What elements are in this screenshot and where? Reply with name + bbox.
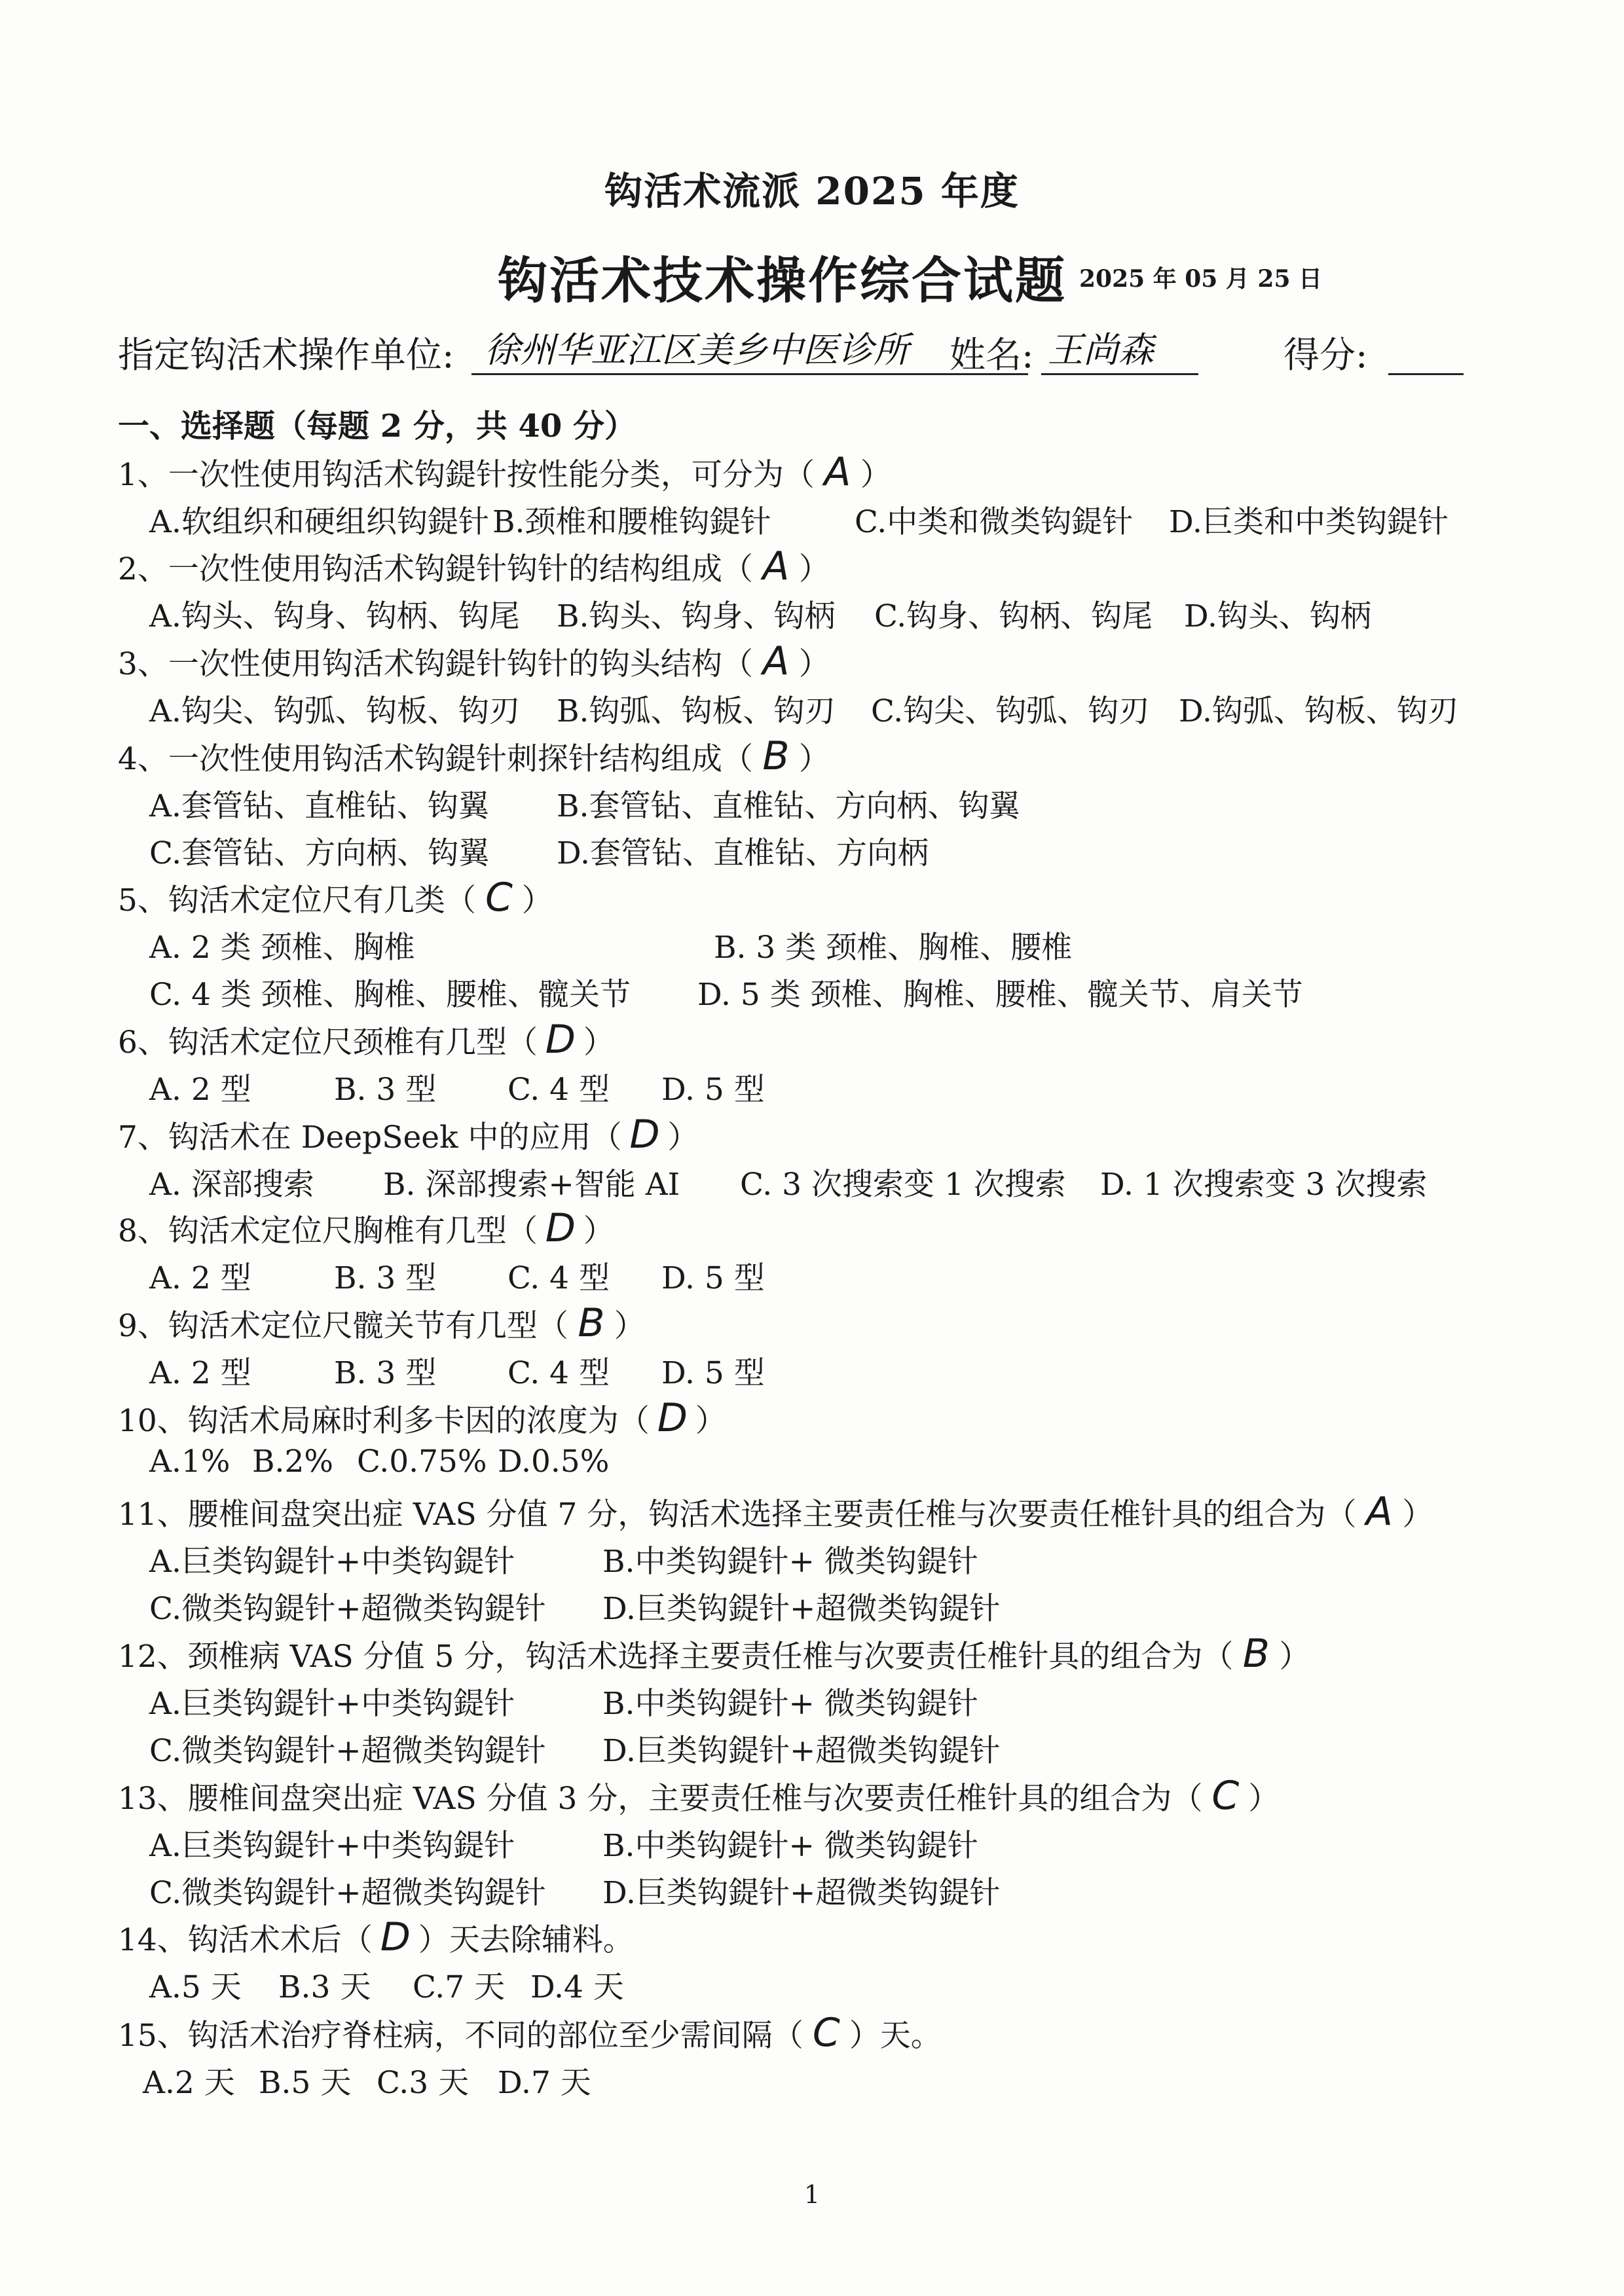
question-suffix: ）	[1402, 1497, 1433, 1533]
option-b: B. 3 类 颈椎、胸椎、腰椎	[714, 930, 1073, 966]
question-10	[118, 1396, 726, 1440]
question-text: 10、钩活术局麻时利多卡因的浓度为（	[118, 1403, 650, 1439]
option-c: C. 4 类 颈椎、胸椎、腰椎、髋关节	[149, 977, 631, 1013]
option-c: C.微类钩鍉针+超微类钩鍉针	[149, 1591, 546, 1627]
option-a: A. 2 型	[149, 1355, 251, 1391]
option-b: B.钩弧、钩板、钩刃	[557, 693, 836, 729]
option-d: D. 5 型	[661, 1072, 765, 1108]
option-d: D.巨类和中类钩鍉针	[1169, 504, 1449, 540]
option-b: B.5 天	[259, 2065, 352, 2101]
option-d: D.4 天	[530, 1969, 624, 2005]
option-c: C.0.75%	[357, 1444, 487, 1480]
question-suffix: ）	[521, 883, 553, 919]
unit-underline	[471, 373, 1028, 375]
question-text: 14、钩活术术后（	[118, 1922, 373, 1958]
unit-handwritten: 徐州华亚江区美乡中医诊所	[485, 329, 909, 371]
question-text: 3、一次性使用钩活术钩鍉针钩针的钩头结构（	[118, 646, 753, 682]
handwritten-answer: B	[762, 733, 790, 779]
option-c: C.3 天	[377, 2065, 470, 2101]
question-3	[118, 640, 830, 683]
option-c: C. 4 型	[507, 1260, 610, 1296]
question-suffix: ）	[1279, 1639, 1310, 1675]
name-handwritten: 王尚森	[1048, 329, 1154, 371]
name-label: 姓名:	[950, 334, 1034, 376]
option-d: D.巨类钩鍉针+超微类钩鍉针	[602, 1875, 1001, 1911]
question-text: 8、钩活术定位尺胸椎有几型（	[118, 1213, 538, 1249]
option-d: D.巨类钩鍉针+超微类钩鍉针	[602, 1591, 1001, 1627]
option-b: B.中类钩鍉针+ 微类钩鍉针	[602, 1686, 978, 1722]
option-a: A.钩头、钩身、钩柄、钩尾	[149, 598, 520, 634]
question-text: 12、颈椎病 VAS 分值 5 分，钩活术选择主要责任椎与次要责任椎针具的组合为（	[118, 1639, 1234, 1675]
option-a: A. 深部搜索	[149, 1167, 314, 1203]
question-text: 13、腰椎间盘突出症 VAS 分值 3 分，主要责任椎与次要责任椎针具的组合为（	[118, 1781, 1203, 1817]
option-b: B. 3 型	[334, 1072, 437, 1108]
handwritten-answer: B	[1242, 1631, 1270, 1677]
option-b: B. 3 型	[334, 1355, 437, 1391]
option-d: D.钩弧、钩板、钩刃	[1179, 693, 1458, 729]
question-text: 11、腰椎间盘突出症 VAS 分值 7 分，钩活术选择主要责任椎与次要责任椎针具的组合为（	[118, 1497, 1357, 1533]
option-c: C. 4 型	[507, 1355, 610, 1391]
question-15	[118, 2011, 942, 2055]
option-b: B.中类钩鍉针+ 微类钩鍉针	[602, 1828, 978, 1864]
handwritten-answer: B	[578, 1300, 605, 1346]
option-c: C.套管钻、方向柄、钩翼	[149, 835, 490, 871]
examinee-info	[118, 326, 1467, 378]
option-c: C. 3 次搜索变 1 次搜索	[740, 1167, 1066, 1203]
question-suffix: ）	[1248, 1781, 1280, 1817]
option-c: C.钩尖、钩弧、钩刃	[871, 693, 1150, 729]
score-underline	[1388, 373, 1464, 375]
option-c: C.7 天	[413, 1969, 506, 2005]
question-suffix: ）	[798, 646, 830, 682]
handwritten-answer: D	[380, 1914, 411, 1960]
question-suffix: ）	[798, 551, 830, 587]
question-6	[118, 1018, 614, 1062]
handwritten-answer: C	[812, 2010, 840, 2056]
option-b: B.钩头、钩身、钩柄	[557, 598, 836, 634]
question-9	[118, 1302, 645, 1345]
option-a: A.软组织和硬组织钩鍉针	[149, 504, 489, 540]
question-1	[118, 450, 891, 494]
handwritten-answer: D	[657, 1395, 688, 1441]
question-4	[118, 735, 830, 778]
name-underline	[1041, 373, 1198, 375]
option-d: D.7 天	[498, 2065, 591, 2101]
option-b: B. 3 型	[334, 1260, 437, 1296]
unit-label: 指定钩活术操作单位:	[118, 334, 454, 376]
question-suffix: ）天。	[849, 2018, 942, 2054]
handwritten-answer: D	[545, 1205, 576, 1251]
option-a: A.5 天	[149, 1969, 242, 2005]
option-a: A.1%	[149, 1444, 231, 1480]
question-text: 2、一次性使用钩活术钩鍉针钩针的结构组成（	[118, 551, 753, 587]
handwritten-answer: D	[545, 1017, 576, 1063]
question-suffix: ）	[695, 1403, 726, 1439]
exam-date: 2025 年 05 月 25 日	[1079, 265, 1323, 293]
question-text: 1、一次性使用钩活术钩鍉针按性能分类，可分为（	[118, 457, 815, 493]
question-suffix: ）天去除辅料。	[418, 1922, 634, 1958]
page-number: 1	[803, 2180, 821, 2209]
option-b: B.中类钩鍉针+ 微类钩鍉针	[602, 1544, 978, 1580]
option-d: D.钩头、钩柄	[1184, 598, 1371, 634]
option-c: C.微类钩鍉针+超微类钩鍉针	[149, 1875, 546, 1911]
question-suffix: ）	[583, 1213, 614, 1249]
handwritten-answer: A	[762, 638, 790, 684]
option-b: B.颈椎和腰椎钩鍉针	[492, 504, 771, 540]
option-b: B. 深部搜索+智能 AI	[383, 1167, 680, 1203]
question-11	[118, 1490, 1433, 1534]
option-a: A.2 天	[143, 2065, 235, 2101]
option-a: A. 2 型	[149, 1260, 251, 1296]
question-2	[118, 545, 830, 589]
question-text: 9、钩活术定位尺髋关节有几型（	[118, 1308, 568, 1344]
option-d: D.0.5%	[498, 1444, 610, 1480]
option-a: A. 2 型	[149, 1072, 251, 1108]
option-c: C.中类和微类钩鍉针	[855, 504, 1134, 540]
handwritten-answer: A	[1365, 1489, 1393, 1535]
option-d: D. 5 类 颈椎、胸椎、腰椎、髋关节、肩关节	[697, 977, 1303, 1013]
handwritten-answer: A	[824, 449, 851, 495]
option-b: B.套管钻、直椎钻、方向柄、钩翼	[557, 788, 1020, 824]
option-c: C.钩身、钩柄、钩尾	[874, 598, 1153, 634]
option-a: A.巨类钩鍉针+中类钩鍉针	[149, 1686, 515, 1722]
question-8	[118, 1207, 614, 1250]
option-d: D.套管钻、直椎钻、方向柄	[557, 835, 929, 871]
question-suffix: ）	[798, 741, 830, 777]
handwritten-answer: A	[762, 543, 790, 589]
question-12	[118, 1632, 1310, 1676]
option-b: B.2%	[252, 1444, 334, 1480]
exam-title-line2: 钩活术技术操作综合试题	[498, 251, 1067, 310]
option-c: C. 4 型	[507, 1072, 610, 1108]
question-text: 7、钩活术在 DeepSeek 中的应用（	[118, 1120, 622, 1156]
question-suffix: ）	[614, 1308, 645, 1344]
question-suffix: ）	[860, 457, 891, 493]
question-5	[118, 876, 553, 920]
option-d: D. 1 次搜索变 3 次搜索	[1100, 1167, 1428, 1203]
question-suffix: ）	[583, 1025, 614, 1061]
question-7	[118, 1113, 699, 1157]
option-c: C.微类钩鍉针+超微类钩鍉针	[149, 1733, 546, 1769]
question-text: 15、钩活术治疗脊柱病，不同的部位至少需间隔（	[118, 2018, 803, 2054]
exam-title-line1: 钩活术流派 2025 年度	[604, 169, 1020, 213]
question-text: 4、一次性使用钩活术钩鍉针刺探针结构组成（	[118, 741, 753, 777]
option-a: A.钩尖、钩弧、钩板、钩刃	[149, 693, 520, 729]
option-b: B.3 天	[278, 1969, 371, 2005]
handwritten-answer: C	[485, 875, 513, 920]
option-a: A. 2 类 颈椎、胸椎	[149, 930, 415, 966]
handwritten-answer: C	[1211, 1773, 1240, 1819]
score-label: 得分:	[1283, 334, 1368, 376]
section-title-choice: 一、选择题（每题 2 分，共 40 分）	[118, 408, 637, 445]
option-d: D.巨类钩鍉针+超微类钩鍉针	[602, 1733, 1001, 1769]
handwritten-answer: D	[629, 1112, 660, 1157]
option-d: D. 5 型	[661, 1260, 765, 1296]
question-13	[118, 1774, 1279, 1818]
option-a: A.套管钻、直椎钻、钩翼	[149, 788, 489, 824]
question-14	[118, 1916, 634, 1959]
option-a: A.巨类钩鍉针+中类钩鍉针	[149, 1828, 515, 1864]
question-text: 6、钩活术定位尺颈椎有几型（	[118, 1025, 538, 1061]
option-d: D. 5 型	[661, 1355, 765, 1391]
question-suffix: ）	[667, 1120, 699, 1156]
option-a: A.巨类钩鍉针+中类钩鍉针	[149, 1544, 515, 1580]
question-text: 5、钩活术定位尺有几类（	[118, 883, 476, 919]
